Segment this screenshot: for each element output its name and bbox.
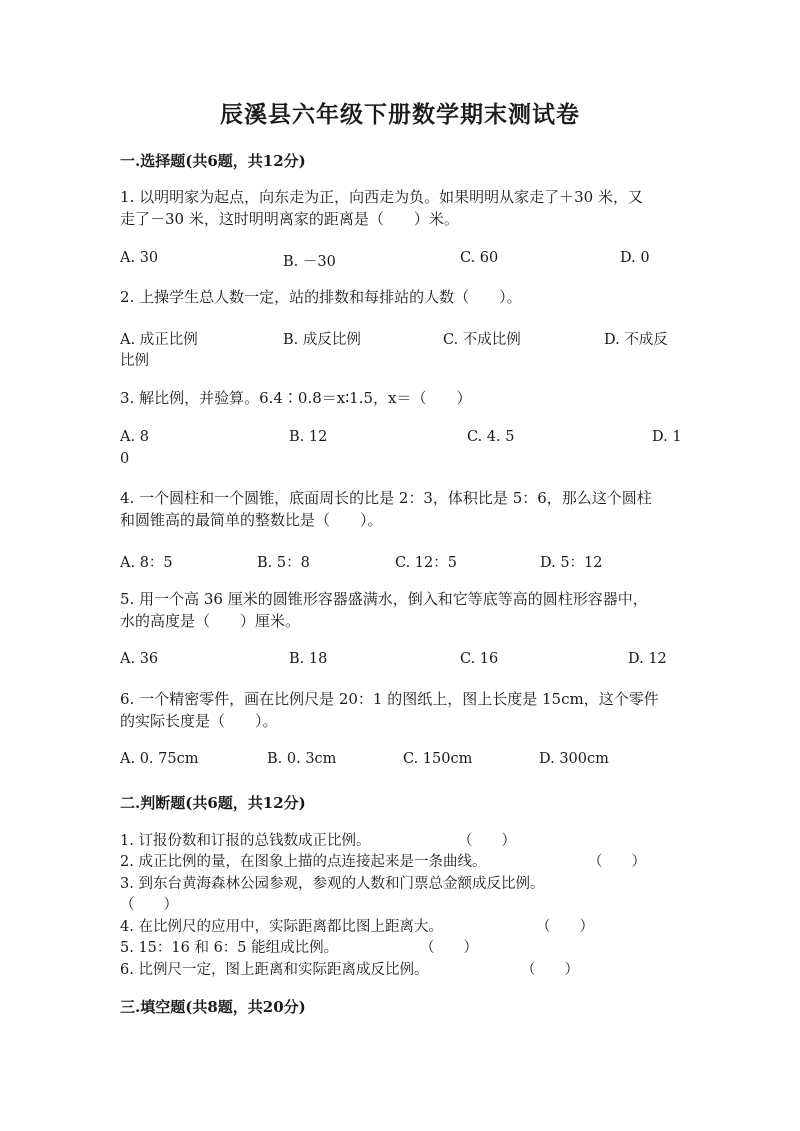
question-6-option-b: B. 0. 3cm bbox=[267, 751, 337, 767]
question-4-line-2: 和圆锥高的最简单的整数比是（ ）。 bbox=[120, 511, 383, 529]
question-1-line-2: 走了－30 米，这时明明离家的距离是（ ）米。 bbox=[120, 210, 459, 228]
question-1-line-1: 1. 以明明家为起点，向东走为正，向西走为负。如果明明从家走了＋30 米，又 bbox=[120, 188, 643, 206]
question-6-option-d: D. 300cm bbox=[539, 751, 609, 767]
judgment-4-answer-blank: （ ） bbox=[536, 919, 594, 935]
question-5-option-b: B. 18 bbox=[289, 651, 328, 667]
question-2-option-d-wrap: 比例 bbox=[120, 353, 149, 369]
question-4-option-b: B. 5：8 bbox=[257, 555, 310, 571]
question-2-option-b: B. 成反比例 bbox=[283, 332, 361, 348]
judgment-4-text: 4. 在比例尺的应用中，实际距离都比图上距离大。 bbox=[120, 919, 443, 935]
question-2-option-d: D. 不成反 bbox=[604, 332, 668, 348]
question-6-line-1: 6. 一个精密零件，画在比例尺是 20：1 的图纸上，图上长度是 15cm，这个零件 bbox=[120, 690, 659, 708]
question-3-option-d-wrap: 0 bbox=[120, 451, 130, 467]
question-1-option-a: A. 30 bbox=[120, 250, 159, 266]
question-4-option-a: A. 8：5 bbox=[120, 555, 173, 571]
question-1-option-c: C. 60 bbox=[460, 250, 499, 266]
question-2-option-c: C. 不成比例 bbox=[443, 332, 521, 348]
question-4-option-c: C. 12：5 bbox=[395, 555, 457, 571]
judgment-1-answer-blank: （ ） bbox=[458, 833, 516, 849]
question-3-option-d: D. 1 bbox=[652, 429, 682, 445]
judgment-5-answer-blank: （ ） bbox=[420, 940, 478, 956]
question-3-line-1: 3. 解比例，并验算。6.4∶0.8＝x∶1.5，x＝（ ） bbox=[120, 389, 472, 407]
question-1-option-b: B. －30 bbox=[283, 254, 336, 270]
question-5-option-a: A. 36 bbox=[120, 651, 159, 667]
judgment-1-text: 1. 订报份数和订报的总钱数成正比例。 bbox=[120, 833, 371, 849]
judgment-3-text: 3. 到东台黄海森林公园参观，参观的人数和门票总金额成反比例。 bbox=[120, 876, 545, 892]
question-5-line-1: 5. 用一个高 36 厘米的圆锥形容器盛满水，倒入和它等底等高的圆柱形容器中， bbox=[120, 590, 648, 608]
question-3-option-c: C. 4. 5 bbox=[467, 429, 515, 445]
question-2-option-a: A. 成正比例 bbox=[120, 332, 198, 348]
question-5-line-2: 水的高度是（ ）厘米。 bbox=[120, 612, 301, 630]
section-heading-choice: 一.选择题(共6题，共12分) bbox=[120, 152, 306, 170]
judgment-3-answer-blank: （ ） bbox=[120, 897, 178, 913]
section-heading-fill-in: 三.填空题(共8题，共20分) bbox=[120, 998, 306, 1016]
question-6-option-a: A. 0. 75cm bbox=[120, 751, 199, 767]
section-heading-judgment: 二.判断题(共6题，共12分) bbox=[120, 794, 306, 812]
question-6-option-c: C. 150cm bbox=[403, 751, 473, 767]
judgment-6-answer-blank: （ ） bbox=[521, 962, 579, 978]
question-1-option-d: D. 0 bbox=[620, 250, 650, 266]
question-2-line-1: 2. 上操学生总人数一定，站的排数和每排站的人数（ ）。 bbox=[120, 288, 522, 306]
question-6-line-2: 的实际长度是（ ）。 bbox=[120, 712, 278, 730]
question-5-option-d: D. 12 bbox=[628, 651, 667, 667]
judgment-5-text: 5. 15：16 和 6：5 能组成比例。 bbox=[120, 940, 339, 956]
question-5-option-c: C. 16 bbox=[460, 651, 499, 667]
judgment-6-text: 6. 比例尺一定，图上距离和实际距离成反比例。 bbox=[120, 962, 429, 978]
question-3-option-b: B. 12 bbox=[289, 429, 328, 445]
question-4-option-d: D. 5：12 bbox=[540, 555, 603, 571]
question-3-option-a: A. 8 bbox=[120, 429, 149, 445]
question-4-line-1: 4. 一个圆柱和一个圆锥，底面周长的比是 2：3，体积比是 5：6，那么这个圆柱 bbox=[120, 489, 652, 507]
judgment-2-answer-blank: （ ） bbox=[588, 854, 646, 870]
page-title: 辰溪县六年级下册数学期末测试卷 bbox=[220, 101, 580, 128]
judgment-2-text: 2. 成正比例的量，在图象上描的点连接起来是一条曲线。 bbox=[120, 854, 487, 870]
